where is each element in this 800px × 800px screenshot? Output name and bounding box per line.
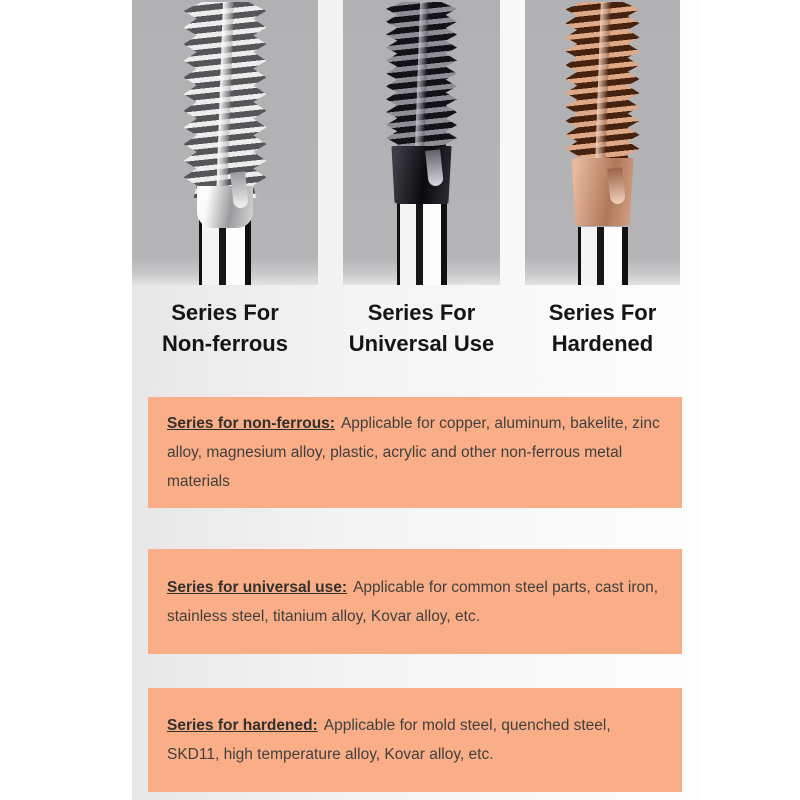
description-lead: Series for non-ferrous: — [167, 415, 335, 432]
tap-collar — [570, 158, 636, 226]
tap-tool-black-image — [374, 0, 470, 285]
tap-prong — [230, 171, 249, 208]
product-title-universal — [343, 297, 500, 359]
tap-shank — [578, 227, 628, 285]
tap-flute-highlight — [595, 2, 610, 166]
tap-shank — [397, 203, 447, 285]
description-text — [167, 409, 663, 496]
tap-thread-section — [184, 2, 267, 198]
description-lead: Series for hardened: — [167, 717, 318, 734]
tap-flute-highlight — [217, 2, 235, 198]
title-line-2: Non-ferrous — [162, 331, 288, 356]
tap-thread-section — [566, 2, 640, 166]
description-text — [167, 711, 663, 769]
title-line-2: Hardened — [551, 331, 654, 356]
product-photo-panel-hardened — [525, 0, 680, 285]
product-title-nonferrous — [132, 297, 318, 359]
description-box-universal — [148, 549, 682, 654]
tap-thread-section — [386, 2, 457, 154]
description-body: Applicable for common steel parts, cast iron, stainless steel, titanium alloy, Kovar alloy, etc. — [167, 578, 659, 625]
description-body: Applicable for mold steel, quenched steel, SKD11, high temperature alloy, Kovar alloy, etc. — [167, 717, 611, 763]
tap-tool-bronze-image — [553, 0, 653, 285]
description-body: Applicable for copper, aluminum, bakelite, zinc alloy, magnesium alloy, plastic, acrylic and other non-ferrous metal materials — [167, 415, 660, 490]
description-lead: Series for universal use: — [167, 578, 348, 596]
product-photo-panel-nonferrous — [132, 0, 318, 285]
description-text — [167, 573, 663, 631]
product-photo-panel-universal — [343, 0, 500, 285]
description-box-nonferrous — [148, 397, 682, 508]
title-line-1: Series For — [171, 300, 279, 325]
tap-flute-highlight — [415, 2, 430, 154]
title-line-1: Series For — [367, 300, 476, 325]
product-title-hardened — [525, 297, 680, 359]
title-line-1: Series For — [548, 300, 657, 325]
description-box-hardened — [148, 688, 682, 792]
tap-tool-silver-image — [169, 0, 281, 285]
title-line-2: Universal Use — [348, 331, 495, 356]
tap-collar — [390, 146, 454, 204]
